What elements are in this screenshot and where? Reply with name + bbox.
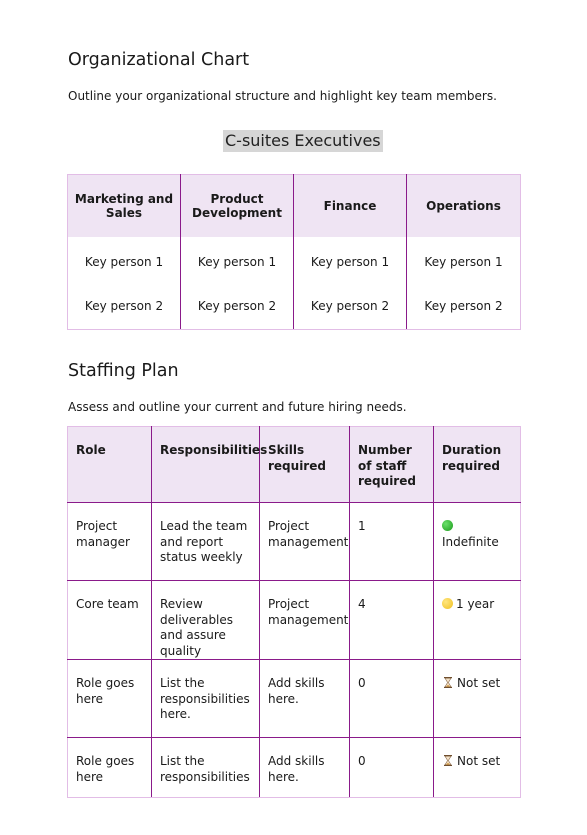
count-cell: 0	[350, 738, 434, 798]
org-cell: Key person 1	[407, 237, 521, 285]
header-duration: Duration required	[434, 427, 521, 503]
header-responsibilities: Responsibilities	[152, 427, 260, 503]
org-col-operations: Operations	[407, 175, 521, 238]
role-cell: Role goes here	[68, 660, 152, 738]
org-row	[68, 285, 521, 330]
org-chart-title: Organizational Chart	[68, 50, 250, 70]
org-row	[68, 237, 521, 285]
org-cell: Key person 2	[68, 285, 181, 330]
role-cell: Role goes here	[68, 738, 152, 798]
hourglass-icon	[444, 755, 452, 766]
header-staff-count: Number of staff required	[350, 427, 434, 503]
staffing-plan-title: Staffing Plan	[68, 361, 179, 381]
count-cell: 0	[350, 660, 434, 738]
role-cell: Core team	[68, 581, 152, 660]
responsibilities-cell: List the responsibilities	[152, 738, 260, 798]
table-row	[68, 503, 521, 581]
responsibilities-cell: Lead the team and report status weekly	[152, 503, 260, 581]
org-chart-table	[67, 174, 521, 330]
duration-cell	[434, 503, 521, 581]
skills-cell: Project management	[260, 581, 350, 660]
duration-text: 1 year	[456, 597, 495, 611]
duration-cell	[434, 738, 521, 798]
table-row	[68, 738, 521, 798]
org-chart-description: Outline your organizational structure and highlight key team members.	[68, 89, 497, 103]
count-cell: 1	[350, 503, 434, 581]
responsibilities-cell: List the responsibilities here.	[152, 660, 260, 738]
org-cell: Key person 1	[294, 237, 407, 285]
hourglass-icon	[444, 677, 452, 688]
csuite-label: C-suites Executives	[225, 131, 381, 150]
org-cell: Key person 2	[181, 285, 294, 330]
org-cell: Key person 2	[294, 285, 407, 330]
header-skills: Skills required	[260, 427, 350, 503]
skills-cell: Project management	[260, 503, 350, 581]
skills-cell: Add skills here.	[260, 738, 350, 798]
yellow-circle-icon	[442, 598, 453, 609]
org-col-product: Product Development	[181, 175, 294, 238]
org-cell: Key person 1	[181, 237, 294, 285]
table-row	[68, 581, 521, 660]
responsibilities-cell: Review deliverables and assure quality	[152, 581, 260, 660]
org-cell: Key person 2	[407, 285, 521, 330]
skills-cell: Add skills here.	[260, 660, 350, 738]
staffing-table	[67, 426, 521, 798]
green-circle-icon	[442, 520, 453, 531]
duration-text: Indefinite	[442, 534, 499, 549]
count-cell: 4	[350, 581, 434, 660]
org-header-row	[68, 175, 521, 238]
org-col-finance: Finance	[294, 175, 407, 238]
org-cell: Key person 1	[68, 237, 181, 285]
header-role: Role	[68, 427, 152, 503]
org-col-marketing: Marketing and Sales	[68, 175, 181, 238]
role-cell: Project manager	[68, 503, 152, 581]
duration-cell	[434, 581, 521, 660]
duration-text: Not set	[457, 754, 501, 768]
staffing-plan-description: Assess and outline your current and future hiring needs.	[68, 400, 407, 414]
staff-header-row	[68, 427, 521, 503]
duration-cell	[434, 660, 521, 738]
table-row	[68, 660, 521, 738]
duration-text: Not set	[457, 676, 501, 690]
